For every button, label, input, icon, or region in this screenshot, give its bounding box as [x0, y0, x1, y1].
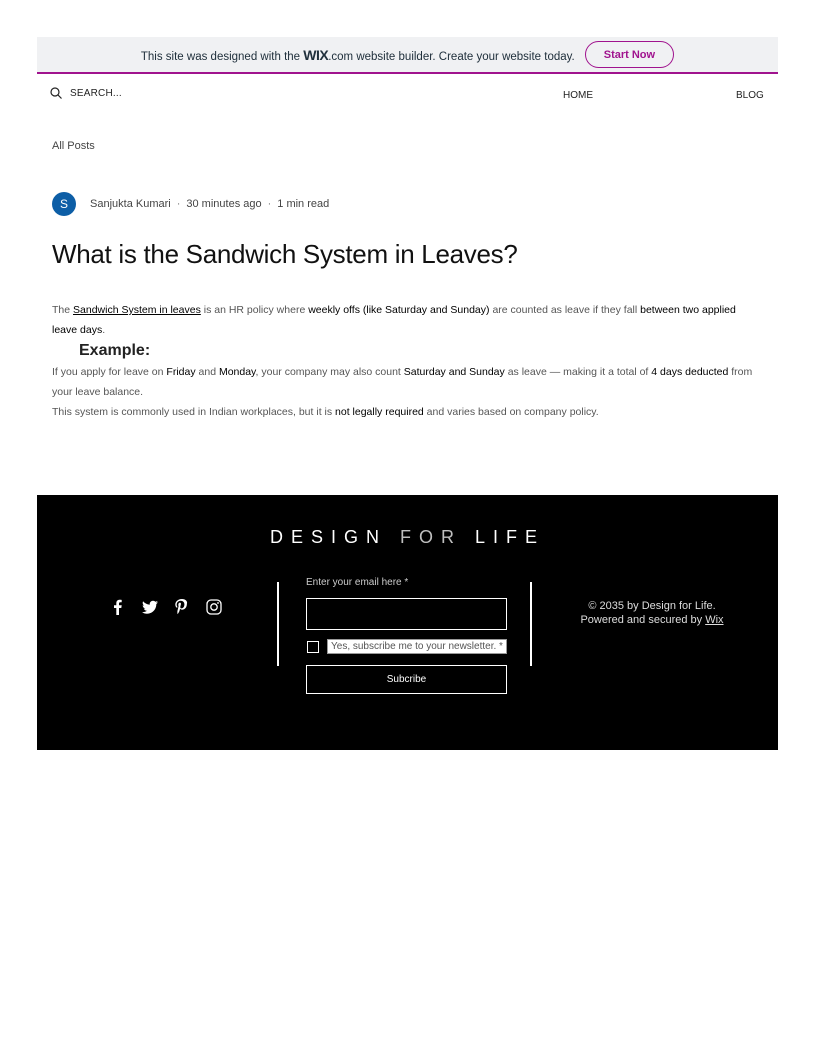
text-segment: , your company may also count	[255, 366, 404, 378]
pinterest-icon[interactable]	[174, 599, 190, 615]
footer-divider	[530, 582, 532, 666]
twitter-icon[interactable]	[142, 599, 158, 615]
read-time: 1 min read	[277, 198, 330, 210]
author-name[interactable]: Sanjukta Kumari	[90, 198, 171, 210]
subscribe-button[interactable]: Subcribe	[306, 665, 507, 694]
text-segment: from your leave balance.	[52, 366, 753, 398]
wix-link[interactable]: Wix	[705, 614, 724, 626]
banner-text	[141, 47, 575, 63]
banner-text-before: This site was designed with the	[140, 50, 301, 63]
powered-by	[577, 613, 727, 627]
copyright-line: © 2035 by Design for Life.	[588, 600, 716, 612]
email-label: Enter your email here *	[306, 577, 409, 588]
search-bar[interactable]	[50, 87, 122, 99]
instagram-icon[interactable]	[206, 599, 222, 615]
post-content	[52, 300, 758, 422]
nav-item-blog[interactable]: BLOG	[736, 90, 764, 101]
all-posts-link[interactable]: All Posts	[52, 140, 95, 152]
text-segment: and	[195, 366, 219, 378]
paragraph-intro	[52, 300, 758, 340]
subscribe-checkbox[interactable]	[307, 641, 319, 653]
emphasis-text: between two applied leave days	[52, 304, 736, 336]
brand-word: FOR	[400, 527, 462, 547]
post-meta	[52, 192, 329, 216]
text-segment: are counted as leave if they fall	[489, 304, 641, 316]
emphasis-text: 4 days deducted	[651, 366, 729, 378]
footer-brand	[37, 527, 778, 548]
paragraph-note	[52, 402, 758, 422]
top-navigation	[37, 84, 778, 108]
site-footer	[37, 495, 778, 750]
nav-item-home[interactable]: HOME	[563, 90, 593, 101]
subscribe-checkbox-label[interactable]: Yes, subscribe me to your newsletter. *	[327, 639, 507, 654]
powered-by-text: Powered and secured by	[580, 614, 706, 626]
text-segment: The	[52, 304, 74, 316]
start-now-button[interactable]: Start Now	[585, 41, 674, 68]
text-segment: .	[102, 324, 106, 336]
emphasis-text: Friday	[166, 366, 196, 378]
text-segment: This system is commonly used in Indian workplaces, but it is	[52, 406, 336, 418]
search-icon	[50, 87, 62, 99]
example-heading: Example:	[79, 342, 151, 359]
search-input[interactable]: SEARCH...	[70, 87, 122, 99]
avatar[interactable]: S	[52, 192, 76, 216]
facebook-icon[interactable]	[110, 599, 126, 615]
paragraph-example	[52, 362, 758, 402]
copyright	[577, 599, 727, 627]
text-segment: and varies based on company policy.	[423, 406, 599, 418]
wix-logo: WIX	[303, 46, 329, 63]
text-segment: as leave — making it a total of	[504, 366, 652, 378]
separator-dot: ·	[176, 198, 181, 210]
text-segment: If you apply for leave on	[52, 366, 167, 378]
brand-word: LIFE	[475, 527, 546, 547]
post-title: What is the Sandwich System in Leaves?	[52, 239, 518, 269]
social-bar	[110, 599, 222, 615]
separator-dot: ·	[267, 198, 272, 210]
banner-text-after: .com website builder. Create your website today.	[328, 50, 575, 63]
wix-banner	[37, 37, 778, 74]
emphasis-text: weekly offs (like Saturday and Sunday)	[308, 304, 490, 316]
footer-divider	[277, 582, 279, 666]
emphasis-text: Saturday and Sunday	[403, 366, 505, 378]
emphasis-text: Monday	[218, 366, 256, 378]
brand-word: DESIGN	[269, 527, 387, 547]
post-time: 30 minutes ago	[186, 198, 262, 210]
emphasis-text: not legally required	[335, 406, 424, 418]
text-segment: is an HR policy where	[200, 304, 309, 316]
sandwich-system-link[interactable]: Sandwich System in leaves	[73, 304, 201, 316]
email-field[interactable]	[306, 598, 507, 630]
